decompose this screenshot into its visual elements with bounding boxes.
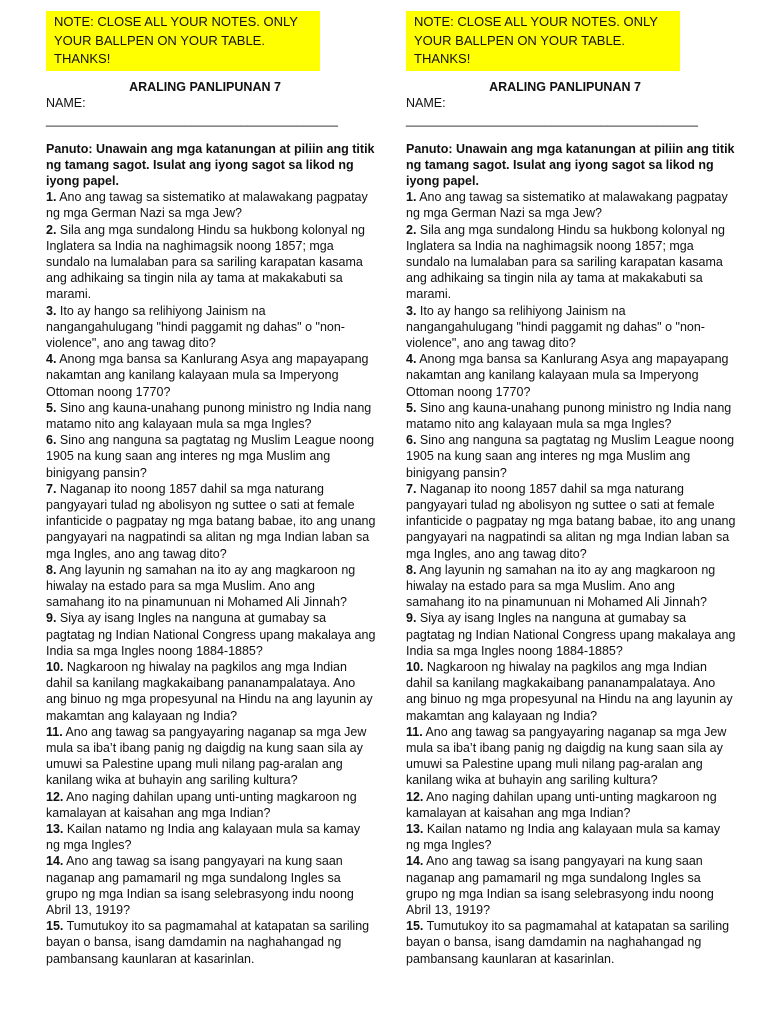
question-number: 2. bbox=[406, 222, 417, 237]
question-number: 5. bbox=[46, 400, 57, 415]
question-item bbox=[406, 432, 736, 481]
question-text: Tumutukoy ito sa pagmamahal at katapatan sa sariling bayan o bansa, isang damdamin na naghahangad ng pambansang kaunlaran at kasarinlan. bbox=[46, 919, 370, 966]
question-text: Ano ang tawag sa sistematiko at malawakang pagpatay ng mga German Nazi sa mga Jew? bbox=[46, 190, 368, 221]
question-item bbox=[46, 562, 376, 611]
question-text: Ang layunin ng samahan na ito ay ang magkaroon ng hiwalay na estado para sa mga Muslim. Ano ang samahang ito na pinamunuan ni Mohamed Ali Jinnah? bbox=[406, 562, 716, 610]
question-item bbox=[406, 351, 736, 400]
question-text: Anong mga bansa sa Kanlurang Asya ang mapayapang nakamtan ang kanilang kalayaan mula sa Imperyong Ottoman noong 1770? bbox=[406, 352, 729, 399]
question-text: Ano naging dahilan upang unti-unting magkaroon ng kamalayan at kaisahan ang mga Indian? bbox=[406, 789, 717, 820]
question-number: 9. bbox=[406, 611, 417, 626]
question-number: 10. bbox=[406, 660, 424, 674]
question-item bbox=[46, 432, 376, 481]
question-item bbox=[46, 724, 376, 789]
question-item bbox=[46, 481, 376, 562]
question-number: 6. bbox=[406, 433, 417, 448]
question-text: Naganap ito noong 1857 dahil sa mga naturang pangyayari tulad ng abolisyon ng suttee o sati at female infanticide o pagpatay ng mga batang babae, ito ang unang pangyayari na nagpatindi sa alitan ng mga Indian laban sa mga Ingles, ano ang tawag dito? bbox=[46, 481, 376, 561]
question-item bbox=[46, 821, 376, 853]
question-item bbox=[406, 189, 736, 221]
question-number: 12. bbox=[46, 789, 64, 804]
question-text: Sila ang mga sundalong Hindu sa hukbong kolonyal ng Inglatera sa India na naghimagsik noong 1857; mga sundalo na lumalaban para sa sariling karapatan kasama ang adhikaing sa tingin nila ay tama at makakabuti sa marami. bbox=[46, 222, 365, 302]
question-text: Nagkaroon ng hiwalay na pagkilos ang mga Indian dahil sa kanilang magkakaibang pananampalataya. Ano ang binuo ng mga propesyunal na Hindu na ang layunin ay makamtan ang kalayaan ng India? bbox=[46, 660, 373, 723]
note-banner: NOTE: CLOSE ALL YOUR NOTES. ONLY YOUR BALLPEN ON YOUR TABLE. THANKS! bbox=[46, 11, 320, 71]
question-text: Sila ang mga sundalong Hindu sa hukbong kolonyal ng Inglatera sa India na naghimagsik noong 1857; mga sundalo na lumalaban para sa sariling karapatan kasama ang adhikaing sa tingin nila ay tama at makakabuti sa marami. bbox=[406, 222, 725, 302]
question-item bbox=[46, 189, 376, 221]
question-text: Ano ang tawag sa pangyayaring naganap sa mga Jew mula sa iba’t ibang panig ng daigdig na kung saan sila ay umuwi sa Palestine upang muli nilang pag-aralan ang kanilang wika at buhayin ang sariling kultura? bbox=[46, 724, 367, 788]
question-number: 8. bbox=[406, 562, 417, 577]
worksheet-left bbox=[46, 0, 376, 967]
question-number: 5. bbox=[406, 400, 417, 415]
question-item bbox=[46, 351, 376, 400]
question-number: 14. bbox=[406, 854, 424, 869]
question-item bbox=[406, 481, 736, 562]
question-item bbox=[46, 789, 376, 821]
worksheet-right bbox=[406, 0, 736, 967]
question-item bbox=[406, 562, 736, 611]
question-text: Siya ay isang Ingles na nanguna at gumabay sa pagtatag ng Indian National Congress upang makalaya ang India sa mga Ingles noong 1884-1885? bbox=[406, 611, 736, 658]
question-item bbox=[46, 918, 376, 967]
question-item bbox=[406, 400, 736, 432]
instructions: Panuto: Unawain ang mga katanungan at piliin ang titik ng tamang sagot. Isulat ang iyong sagot sa likod ng iyong papel. bbox=[46, 141, 375, 188]
question-number: 15. bbox=[406, 919, 424, 934]
question-number: 11. bbox=[406, 724, 423, 739]
question-item bbox=[46, 659, 376, 724]
question-number: 2. bbox=[46, 222, 57, 237]
question-number: 1. bbox=[406, 190, 417, 205]
question-item bbox=[406, 821, 736, 853]
question-number: 14. bbox=[46, 854, 64, 869]
question-item bbox=[406, 659, 736, 724]
question-text: Ano ang tawag sa isang pangyayari na kung saan naganap ang pamamaril ng mga sundalong Ingles sa grupo ng mga Indian sa isang selebrasyong indu noong Abril 13, 1919? bbox=[46, 854, 354, 918]
question-text: Ang layunin ng samahan na ito ay ang magkaroon ng hiwalay na estado para sa mga Muslim. Ano ang samahang ito na pinamunuan ni Mohamed Ali Jinnah? bbox=[46, 562, 356, 610]
question-item bbox=[406, 303, 736, 352]
question-list bbox=[46, 189, 376, 967]
question-item bbox=[406, 222, 736, 303]
instructions: Panuto: Unawain ang mga katanungan at piliin ang titik ng tamang sagot. Isulat ang iyong sagot sa likod ng iyong papel. bbox=[406, 141, 735, 188]
question-text: Sino ang nanguna sa pagtatag ng Muslim League noong 1905 na kung saan ang interes ng mga Muslim ang binigyang pansin? bbox=[406, 433, 735, 480]
question-text: Ano ang tawag sa pangyayaring naganap sa mga Jew mula sa iba’t ibang panig ng daigdig na kung saan sila ay umuwi sa Palestine upang muli nilang pag-aralan ang kanilang wika at buhayin ang sariling kultura? bbox=[406, 724, 727, 788]
question-item bbox=[406, 853, 736, 918]
question-item bbox=[406, 918, 736, 967]
worksheet-title: ARALING PANLIPUNAN 7 bbox=[129, 79, 281, 94]
question-list bbox=[406, 189, 736, 967]
note-banner: NOTE: CLOSE ALL YOUR NOTES. ONLY YOUR BALLPEN ON YOUR TABLE. THANKS! bbox=[406, 11, 680, 71]
question-number: 3. bbox=[46, 303, 57, 318]
question-item bbox=[46, 610, 376, 659]
question-number: 4. bbox=[406, 352, 417, 367]
question-text: Naganap ito noong 1857 dahil sa mga naturang pangyayari tulad ng abolisyon ng suttee o sati at female infanticide o pagpatay ng mga batang babae, ito ang unang pangyayari na nagpatindi sa alitan ng mga Indian laban sa mga Ingles, ano ang tawag dito? bbox=[406, 481, 736, 561]
question-text: Kailan natamo ng India ang kalayaan mula sa kamay ng mga Ingles? bbox=[406, 822, 721, 853]
question-number: 13. bbox=[406, 822, 424, 837]
question-number: 7. bbox=[406, 481, 417, 496]
question-number: 7. bbox=[46, 481, 57, 496]
question-text: Sino ang nanguna sa pagtatag ng Muslim League noong 1905 na kung saan ang interes ng mga Muslim ang binigyang pansin? bbox=[46, 433, 375, 480]
question-text: Kailan natamo ng India ang kalayaan mula sa kamay ng mga Ingles? bbox=[46, 822, 361, 853]
question-item bbox=[406, 789, 736, 821]
question-item bbox=[46, 400, 376, 432]
question-text: Ito ay hango sa relihiyong Jainism na nangangahulugang "hindi paggamit ng dahas" o "non-violence", ano ang tawag dito? bbox=[406, 303, 705, 350]
question-item bbox=[46, 303, 376, 352]
question-number: 9. bbox=[46, 611, 57, 626]
question-item bbox=[406, 610, 736, 659]
question-number: 15. bbox=[46, 919, 64, 934]
question-number: 4. bbox=[46, 352, 57, 367]
worksheet-title: ARALING PANLIPUNAN 7 bbox=[489, 79, 641, 94]
question-number: 13. bbox=[46, 822, 64, 837]
question-text: Sino ang kauna-unahang punong ministro ng India nang matamo nito ang kalayaan mula sa mga Ingles? bbox=[406, 400, 732, 431]
question-number: 11. bbox=[46, 724, 63, 739]
question-number: 1. bbox=[46, 190, 57, 205]
question-number: 8. bbox=[46, 562, 57, 577]
question-item bbox=[406, 724, 736, 789]
question-text: Ano ang tawag sa isang pangyayari na kung saan naganap ang pamamaril ng mga sundalong Ingles sa grupo ng mga Indian sa isang selebrasyong indu noong Abril 13, 1919? bbox=[406, 854, 714, 918]
question-text: Ito ay hango sa relihiyong Jainism na nangangahulugang "hindi paggamit ng dahas" o "non-violence", ano ang tawag dito? bbox=[46, 303, 345, 350]
question-text: Ano naging dahilan upang unti-unting magkaroon ng kamalayan at kaisahan ang mga Indian? bbox=[46, 789, 357, 820]
question-text: Nagkaroon ng hiwalay na pagkilos ang mga Indian dahil sa kanilang magkakaibang pananampalataya. Ano ang binuo ng mga propesyunal na Hindu na ang layunin ay makamtan ang kalayaan ng India? bbox=[406, 660, 733, 723]
question-number: 3. bbox=[406, 303, 417, 318]
question-text: Sino ang kauna-unahang punong ministro ng India nang matamo nito ang kalayaan mula sa mga Ingles? bbox=[46, 400, 372, 431]
question-text: Siya ay isang Ingles na nanguna at gumabay sa pagtatag ng Indian National Congress upang makalaya ang India sa mga Ingles noong 1884-1885? bbox=[46, 611, 376, 658]
question-number: 10. bbox=[46, 660, 64, 674]
name-field: NAME: __________________________________________ bbox=[406, 95, 698, 127]
question-text: Tumutukoy ito sa pagmamahal at katapatan sa sariling bayan o bansa, isang damdamin na naghahangad ng pambansang kaunlaran at kasarinlan. bbox=[406, 919, 730, 966]
question-item bbox=[46, 853, 376, 918]
question-text: Ano ang tawag sa sistematiko at malawakang pagpatay ng mga German Nazi sa mga Jew? bbox=[406, 190, 728, 221]
question-number: 12. bbox=[406, 789, 424, 804]
name-field: NAME: __________________________________________ bbox=[46, 95, 338, 127]
question-number: 6. bbox=[46, 433, 57, 448]
question-item bbox=[46, 222, 376, 303]
question-text: Anong mga bansa sa Kanlurang Asya ang mapayapang nakamtan ang kanilang kalayaan mula sa Imperyong Ottoman noong 1770? bbox=[46, 352, 369, 399]
